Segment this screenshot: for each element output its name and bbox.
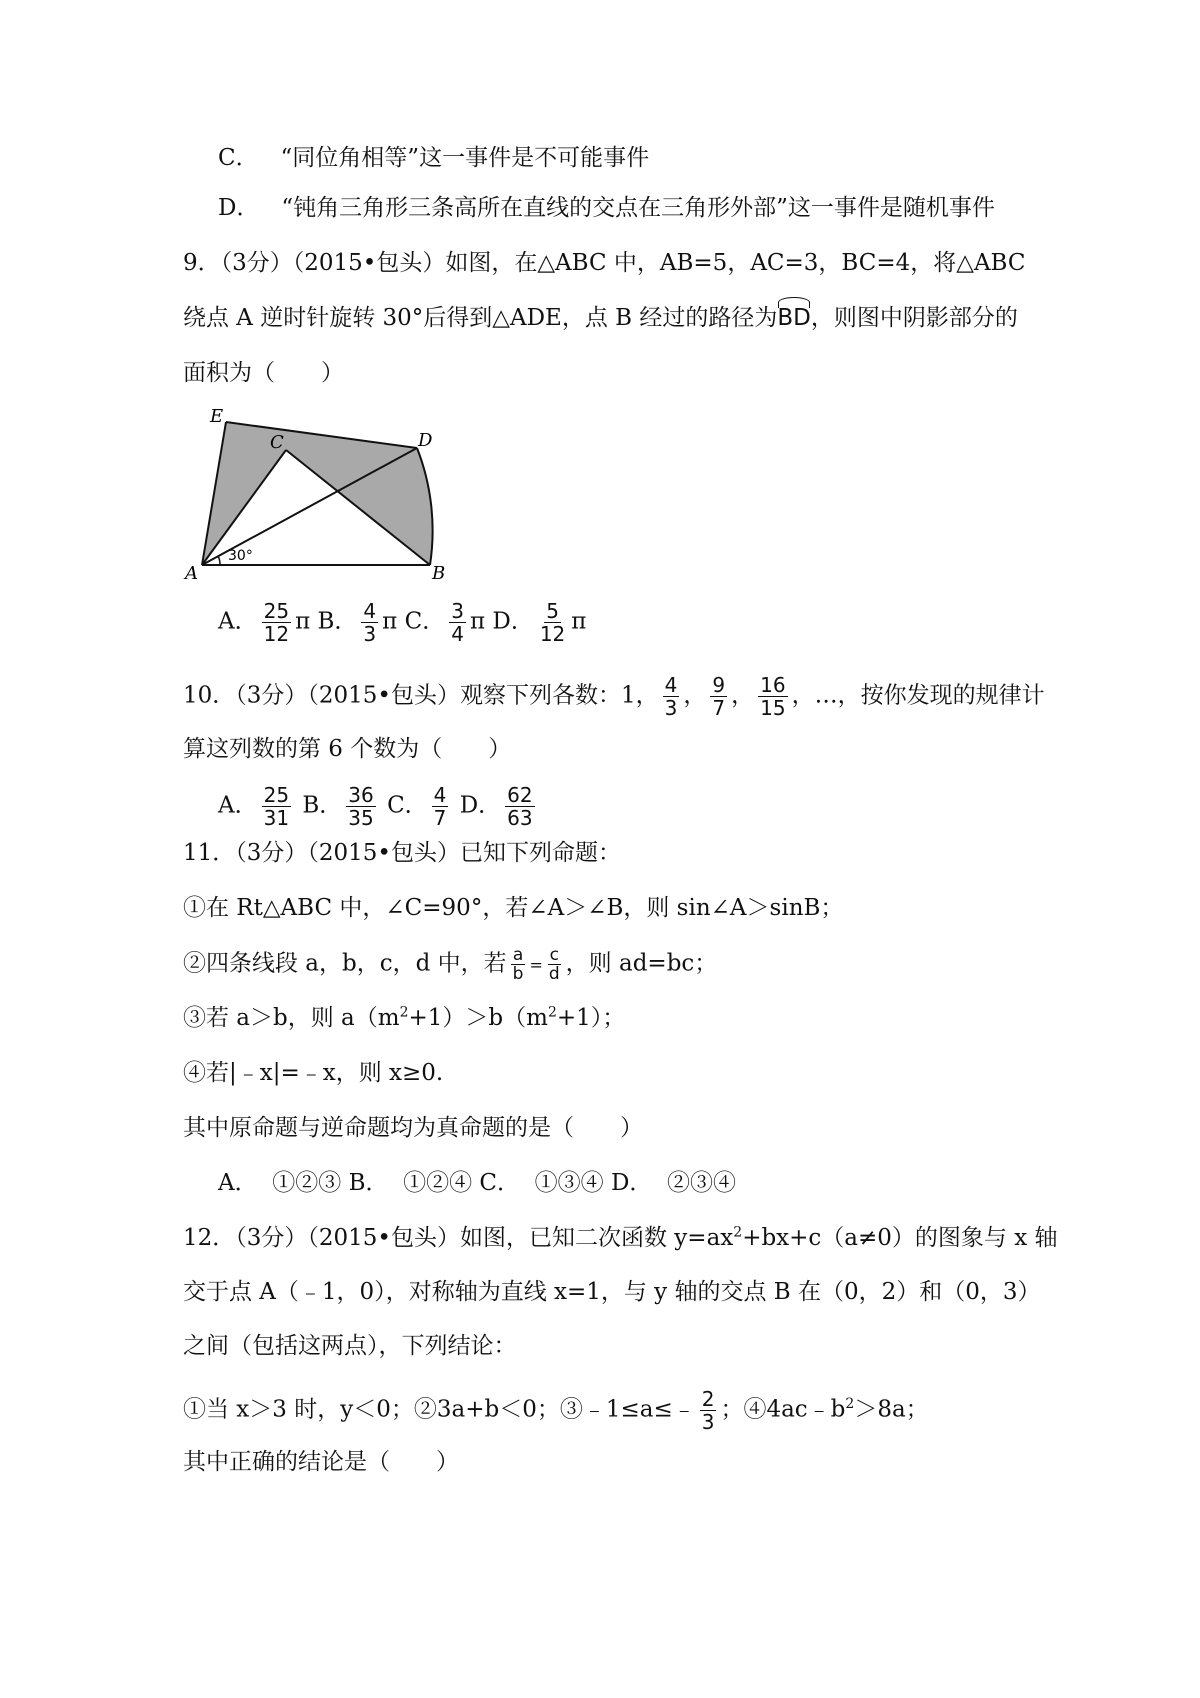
q9-stem-line3: 面积为（ ） <box>183 360 344 386</box>
option-c-fraction <box>432 784 449 829</box>
q9-stem-text-end: ，则图中阴影部分的 <box>810 305 1018 331</box>
option-b-label: B． <box>348 1170 389 1196</box>
option-text: “同位角相等”这一事件是不可能事件 <box>280 145 650 171</box>
numerator: 5 <box>546 599 559 623</box>
q10-stem-text-end: …，按你发现的规律计 <box>814 682 1045 709</box>
pi-symbol: π <box>571 608 587 635</box>
fraction-a-b <box>511 946 526 983</box>
label-a: A <box>185 563 198 584</box>
numerator: 3 <box>451 599 464 623</box>
separator: ， <box>731 682 755 709</box>
numerator: 25 <box>263 783 290 807</box>
option-c-fraction <box>449 600 466 645</box>
denominator: 7 <box>712 696 726 720</box>
q10-stem-line2: 算这列数的第 6 个数为（ ） <box>183 736 512 762</box>
option-a-text: ①②③ <box>272 1170 342 1196</box>
option-d-label: D． <box>459 792 502 819</box>
q11-proposition-4: ④若|﹣x|=﹣x，则 x≥0. <box>183 1060 444 1086</box>
numerator: 25 <box>263 599 290 623</box>
option-label: D． <box>218 195 260 221</box>
superscript: 2 <box>845 1395 855 1412</box>
fraction-2-3 <box>700 1388 717 1433</box>
q9-figure <box>180 402 446 584</box>
q12-stem-text-end: +bx+c（a≠0）的图象与 x 轴 <box>742 1225 1058 1251</box>
numerator: 36 <box>348 783 374 807</box>
superscript: 2 <box>547 1004 557 1021</box>
q10-stem-text: 10．（3分）（2015•包头）观察下列各数：1， <box>183 682 659 709</box>
shaded-region <box>202 422 433 565</box>
separator: ， <box>683 682 707 709</box>
pi-symbol: π <box>295 608 311 635</box>
option-c-label: C． <box>404 608 446 635</box>
denominator: 12 <box>263 622 290 646</box>
angle-arc <box>218 556 220 565</box>
q11-options <box>218 1168 736 1198</box>
q10-stem-line1 <box>183 674 1045 719</box>
separator: ， <box>791 682 815 709</box>
proposition-text-end: ，则 ad=bc； <box>565 950 718 977</box>
denominator: 7 <box>433 806 447 830</box>
option-d-fraction <box>538 600 567 645</box>
equals-sign: = <box>529 955 543 975</box>
q11-proposition-2 <box>183 946 717 983</box>
q9-stem-line1: 9．（3分）（2015•包头）如图，在△ABC 中，AB=5，AC=3，BC=4，将△ABC <box>183 250 1026 276</box>
option-text: “钝角三角形三条高所在直线的交点在三角形外部”这一事件是随机事件 <box>281 195 995 221</box>
numerator: 16 <box>760 673 786 697</box>
numerator: 62 <box>507 783 533 807</box>
q8-option-d <box>218 193 995 223</box>
q9-stem-text: 绕点 A 逆时针旋转 30°后得到△ADE，点 B 经过的路径为 <box>183 305 778 331</box>
option-a-label: A． <box>218 792 258 819</box>
q12-stem-line3: 之间（包括这两点），下列结论： <box>183 1333 517 1359</box>
option-d-label: D． <box>610 1170 653 1196</box>
denominator: d <box>548 964 560 984</box>
seq-fraction-3 <box>758 674 787 719</box>
denominator: 12 <box>539 622 566 646</box>
proposition-text: ②四条线段 a，b，c，d 中，若 <box>183 950 507 977</box>
denominator: 35 <box>348 806 374 830</box>
denominator: 4 <box>451 622 464 646</box>
denominator: 63 <box>507 806 533 830</box>
denominator: 3 <box>664 696 678 720</box>
numerator: c <box>549 945 559 965</box>
q12-stem-line2: 交于点 A（﹣1，0），对称轴为直线 x=1，与 y 轴的交点 B 在（0，2）和（0，3） <box>183 1279 1041 1305</box>
seq-fraction-2 <box>710 674 727 719</box>
q9-options <box>218 600 586 645</box>
label-c: C <box>270 432 284 453</box>
numerator: 4 <box>433 783 447 807</box>
q12-ask: 其中正确的结论是（ ） <box>183 1449 459 1475</box>
q11-proposition-1: ①在 Rt△ABC 中，∠C=90°，若∠A＞∠B，则 sin∠A＞sinB； <box>183 895 844 921</box>
denominator: 15 <box>760 696 786 720</box>
option-b-fraction <box>346 784 375 829</box>
q12-stem-text: 12．（3分）（2015•包头）如图，已知二次函数 y=ax <box>183 1225 734 1251</box>
denominator: b <box>512 964 524 984</box>
option-c-label: C． <box>387 792 428 819</box>
seq-fraction-1 <box>663 674 680 719</box>
option-b-label: B． <box>302 792 343 819</box>
denominator: 3 <box>701 1410 715 1434</box>
option-d-label: D． <box>492 608 534 635</box>
label-e: E <box>210 406 224 427</box>
option-b-text: ①②④ <box>403 1170 473 1196</box>
option-a-fraction <box>262 600 291 645</box>
numerator: 9 <box>712 673 726 697</box>
numerator: a <box>512 945 524 965</box>
option-d-text: ②③④ <box>667 1170 737 1196</box>
denominator: 31 <box>263 806 290 830</box>
fraction-c-d <box>547 946 562 983</box>
option-c-label: C． <box>479 1170 521 1196</box>
pi-symbol: π <box>382 608 398 635</box>
q8-option-c <box>218 143 649 173</box>
q10-options <box>218 784 539 829</box>
option-b-label: B． <box>317 608 358 635</box>
label-d: D <box>418 430 433 451</box>
numerator: 2 <box>701 1387 715 1411</box>
proposition-text-end: +1）； <box>556 1005 626 1031</box>
option-a-label: A． <box>218 1170 258 1196</box>
q11-ask: 其中原命题与逆命题均为真命题的是（ ） <box>183 1115 643 1141</box>
proposition-text: ③若 a＞b，则 a（m <box>183 1005 400 1031</box>
q11-stem: 11．（3分）（2015•包头）已知下列命题： <box>183 840 621 866</box>
denominator: 3 <box>363 622 377 646</box>
option-a-fraction <box>262 784 291 829</box>
numerator: 4 <box>664 673 678 697</box>
q12-conclusions <box>183 1388 929 1433</box>
option-c-text: ①③④ <box>534 1170 604 1196</box>
option-label: C． <box>218 145 259 171</box>
conclusion-text-mid: ；④4ac﹣b <box>720 1396 846 1423</box>
superscript: 2 <box>733 1224 743 1241</box>
conclusion-text: ①当 x＞3 时，y＜0；②3a+b＜0；③﹣1≤a≤﹣ <box>183 1396 696 1423</box>
q12-stem-line1 <box>183 1223 1058 1253</box>
conclusion-text-end: ＞8a； <box>854 1396 929 1423</box>
q9-stem-line2 <box>183 303 1018 333</box>
option-b-fraction <box>361 600 378 645</box>
label-b: B <box>432 563 446 584</box>
label-angle: 30° <box>228 548 253 564</box>
option-d-fraction <box>505 784 534 829</box>
q11-proposition-3 <box>183 1003 625 1033</box>
option-a-label: A． <box>218 608 258 635</box>
arc-bd: BD <box>777 305 811 331</box>
pi-symbol: π <box>469 608 486 635</box>
numerator: 4 <box>363 599 377 623</box>
superscript: 2 <box>399 1004 409 1021</box>
proposition-text-mid: +1）＞b（m <box>408 1005 548 1031</box>
